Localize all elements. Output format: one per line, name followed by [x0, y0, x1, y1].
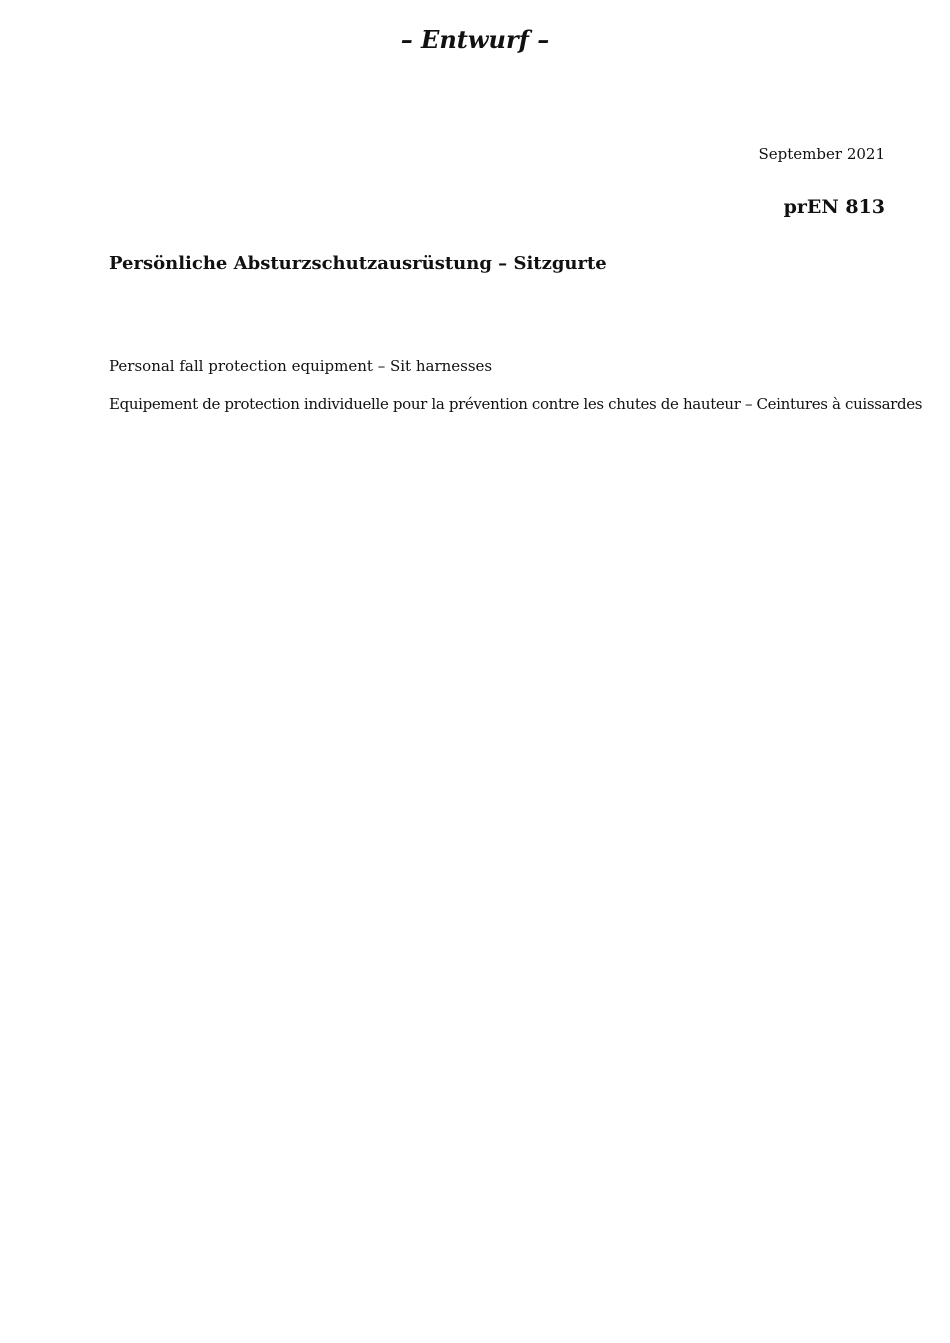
- publication-date: September 2021: [758, 145, 885, 163]
- draft-banner: – Entwurf –: [400, 25, 550, 54]
- title-french: Equipement de protection individuelle pour la prévention contre les chutes de hauteur – Ceintures à cuissardes: [109, 395, 923, 413]
- document-number: prEN 813: [783, 196, 885, 218]
- title-english: Personal fall protection equipment – Sit harnesses: [109, 357, 493, 375]
- title-german: Persönliche Absturzschutzausrüstung – Sitzgurte: [109, 253, 607, 274]
